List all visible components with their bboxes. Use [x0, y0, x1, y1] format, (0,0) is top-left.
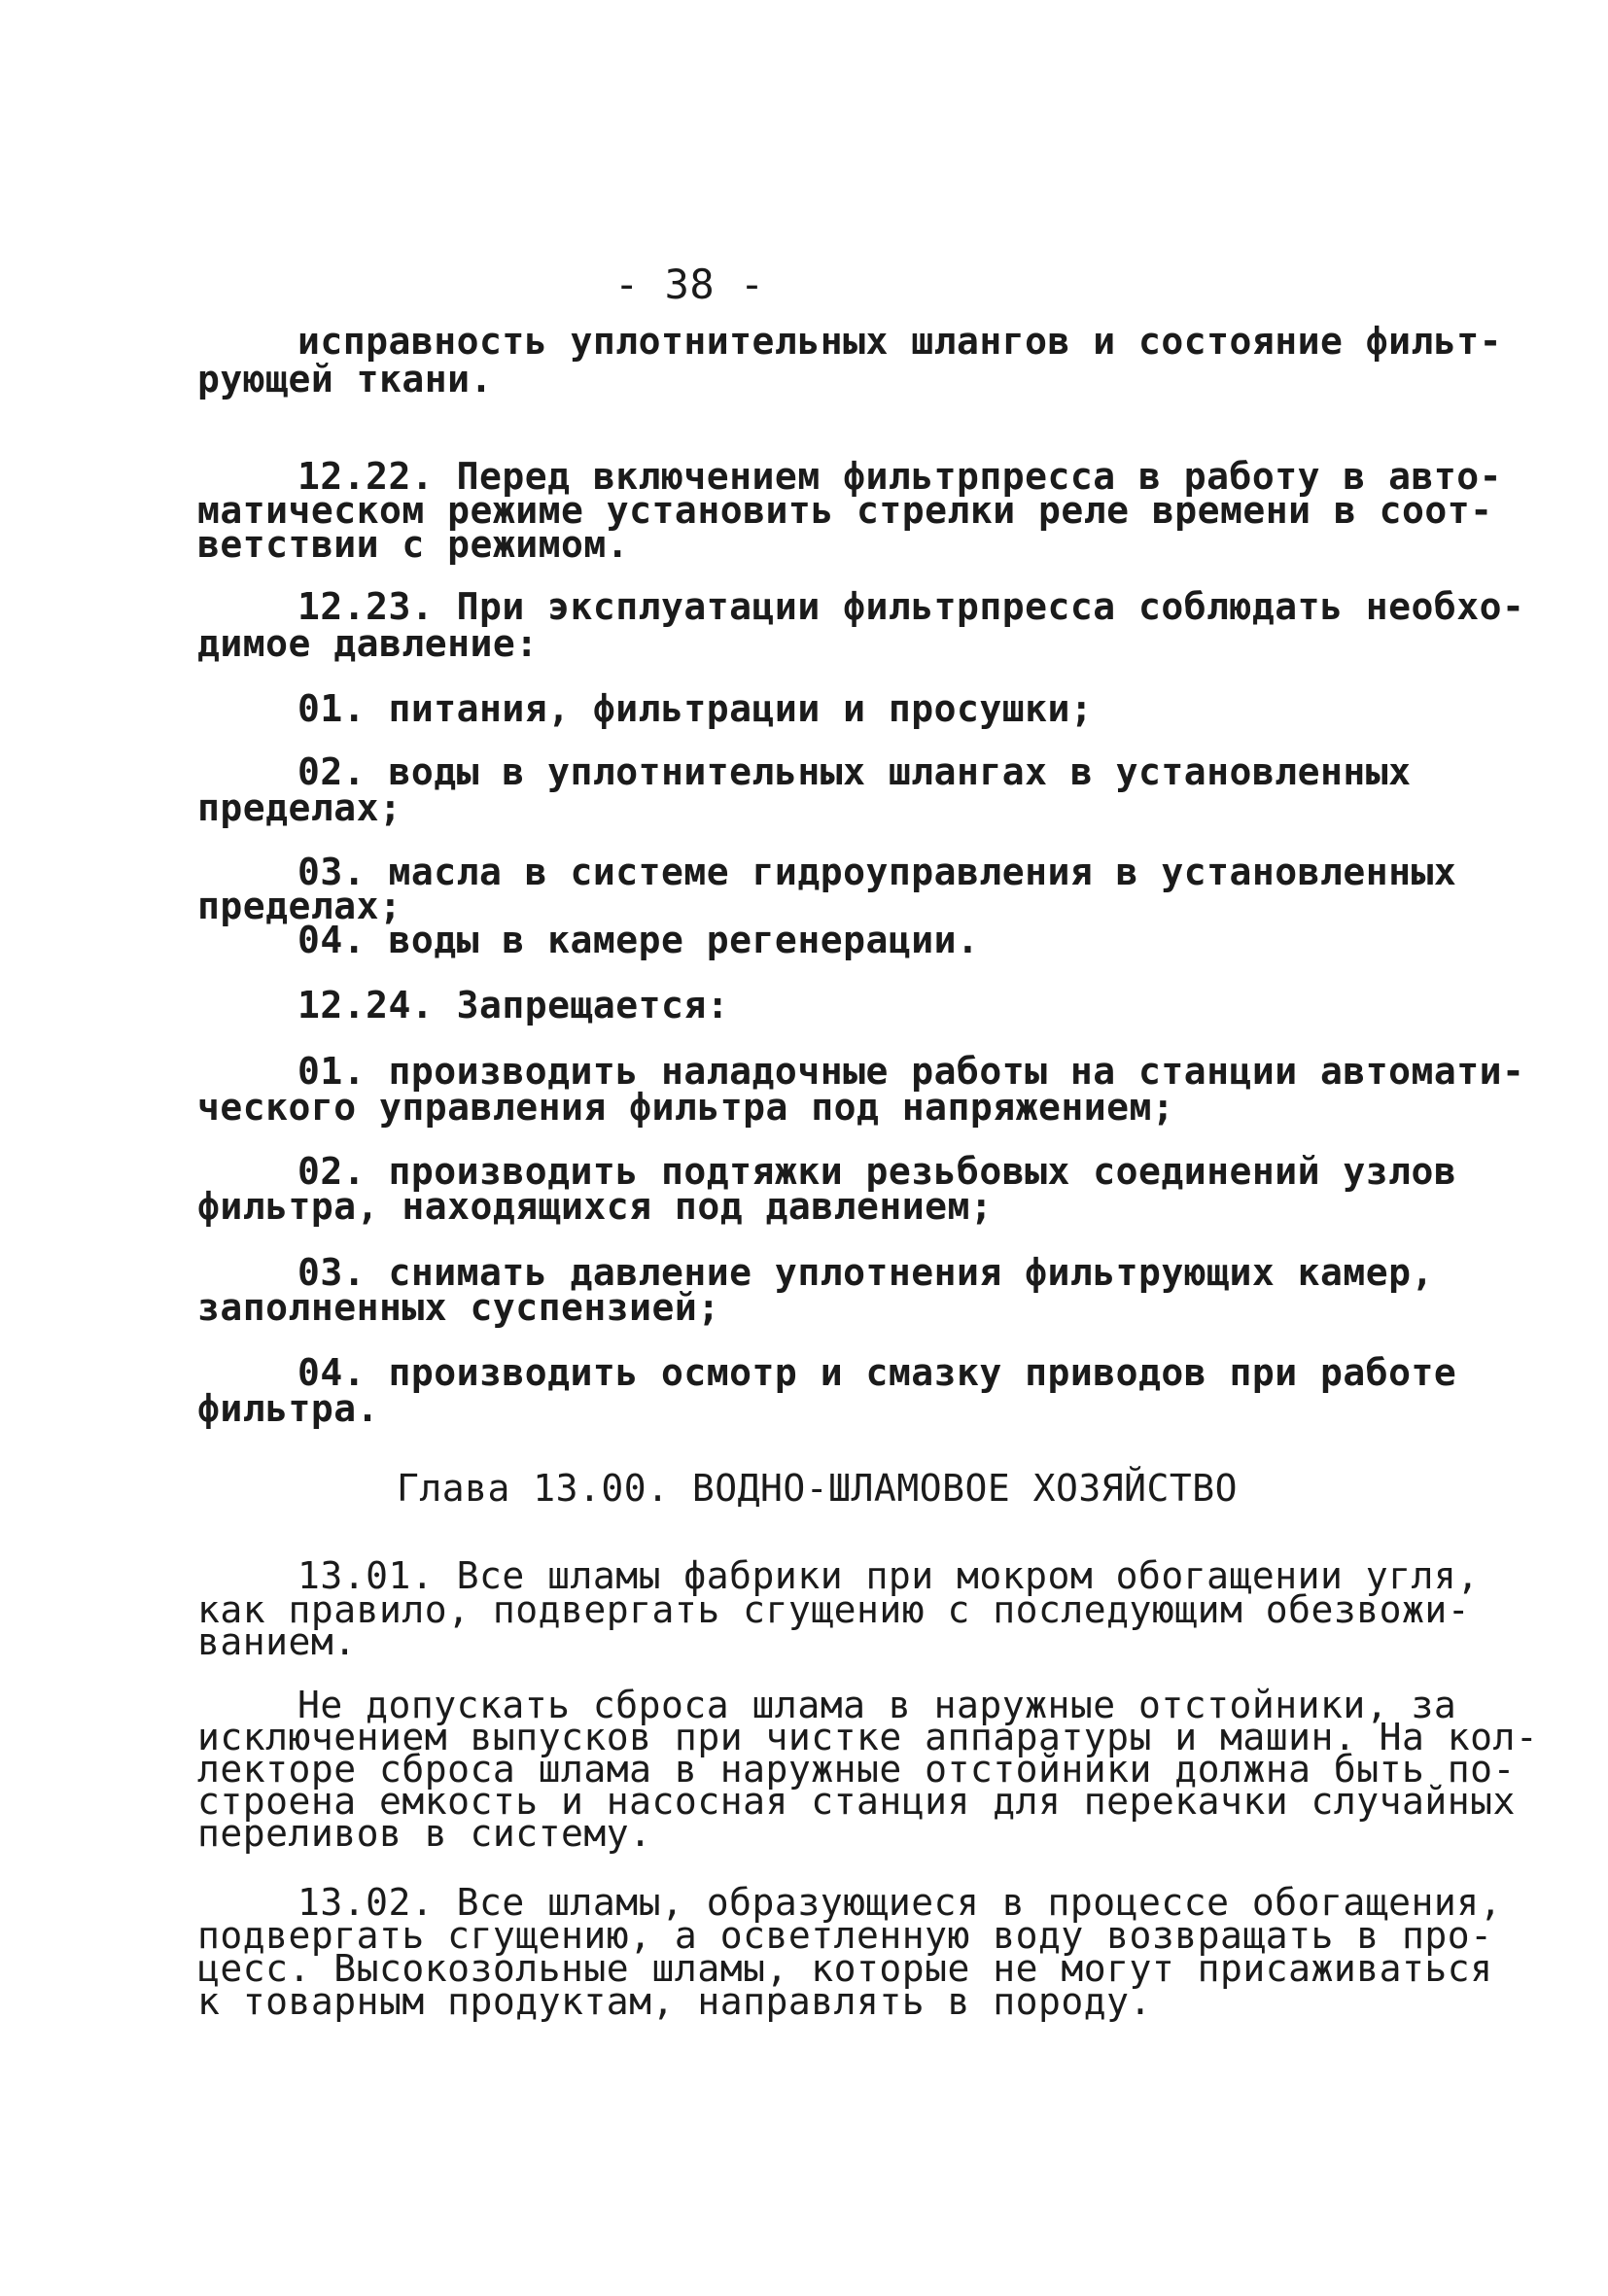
text-line: ванием. — [197, 1620, 357, 1663]
text-line: 12.23. При эксплуатации фильтрпресса соблюдать необхо- — [297, 585, 1525, 628]
text-line: пределах; — [197, 885, 402, 927]
text-line: лекторе сброса шлама в наружные отстойники должна быть по- — [197, 1748, 1516, 1791]
text-line: 01. производить наладочные работы на станции автомати- — [297, 1050, 1525, 1093]
text-line: матическом режиме установить стрелки реле времени в соот- — [197, 489, 1493, 532]
text-line: к товарным продуктам, направлять в породу. — [197, 1980, 1152, 2023]
chapter-heading: Глава 13.00. ВОДНО-ШЛАМОВОЕ ХОЗЯЙСТВО — [397, 1467, 1238, 1510]
text-line: димое давление: — [197, 622, 539, 665]
text-line: исключением выпусков при чистке аппаратуры и машин. На кол- — [197, 1716, 1539, 1758]
text-line: ветствии с режимом. — [197, 523, 630, 566]
text-line: Не допускать сброса шлама в наружные отстойники, за — [297, 1684, 1457, 1726]
text-line: пределах; — [197, 786, 402, 829]
text-line: рующей ткани. — [197, 358, 493, 400]
page-number: - 38 - — [614, 261, 765, 308]
text-line: подвергать сгущению, а осветленную воду возвращать в про- — [197, 1914, 1493, 1957]
text-line: ческого управления фильтра под напряжением; — [197, 1086, 1175, 1129]
text-line: исправность уплотнительных шлангов и состояние фильт- — [297, 320, 1503, 363]
text-line: 04. производить осмотр и смазку приводов при работе — [297, 1351, 1457, 1394]
text-line: 13.02. Все шламы, образующиеся в процессе обогащения, — [297, 1881, 1503, 1924]
text-line: цесс. Высокозольные шламы, которые не могут присаживаться — [197, 1947, 1493, 1990]
text-line: 12.22. Перед включением фильтрпресса в работу в авто- — [297, 455, 1503, 498]
text-line: как правило, подвергать сгущению с последующим обезвожи- — [197, 1588, 1471, 1631]
text-line: 04. воды в камере регенерации. — [297, 919, 980, 961]
text-line: 12.24. Запрещается: — [297, 984, 730, 1026]
text-line: 02. воды в уплотнительных шлангах в установленных — [297, 750, 1412, 793]
text-line: 03. снимать давление уплотнения фильтрующих камер, — [297, 1251, 1434, 1294]
text-line: 01. питания, фильтрации и просушки; — [297, 687, 1094, 730]
text-line: строена емкость и насосная станция для перекачки случайных — [197, 1780, 1516, 1823]
text-line: 13.01. Все шламы фабрики при мокром обогащении угля, — [297, 1554, 1480, 1597]
text-line: фильтра. — [197, 1387, 380, 1430]
text-line: переливов в систему. — [197, 1812, 652, 1855]
text-line: заполненных суспензией; — [197, 1286, 720, 1329]
text-line: фильтра, находящихся под давлением; — [197, 1185, 994, 1228]
text-line: 02. производить подтяжки резьбовых соединений узлов — [297, 1150, 1457, 1193]
text-line: 03. масла в системе гидроуправления в установленных — [297, 851, 1457, 893]
